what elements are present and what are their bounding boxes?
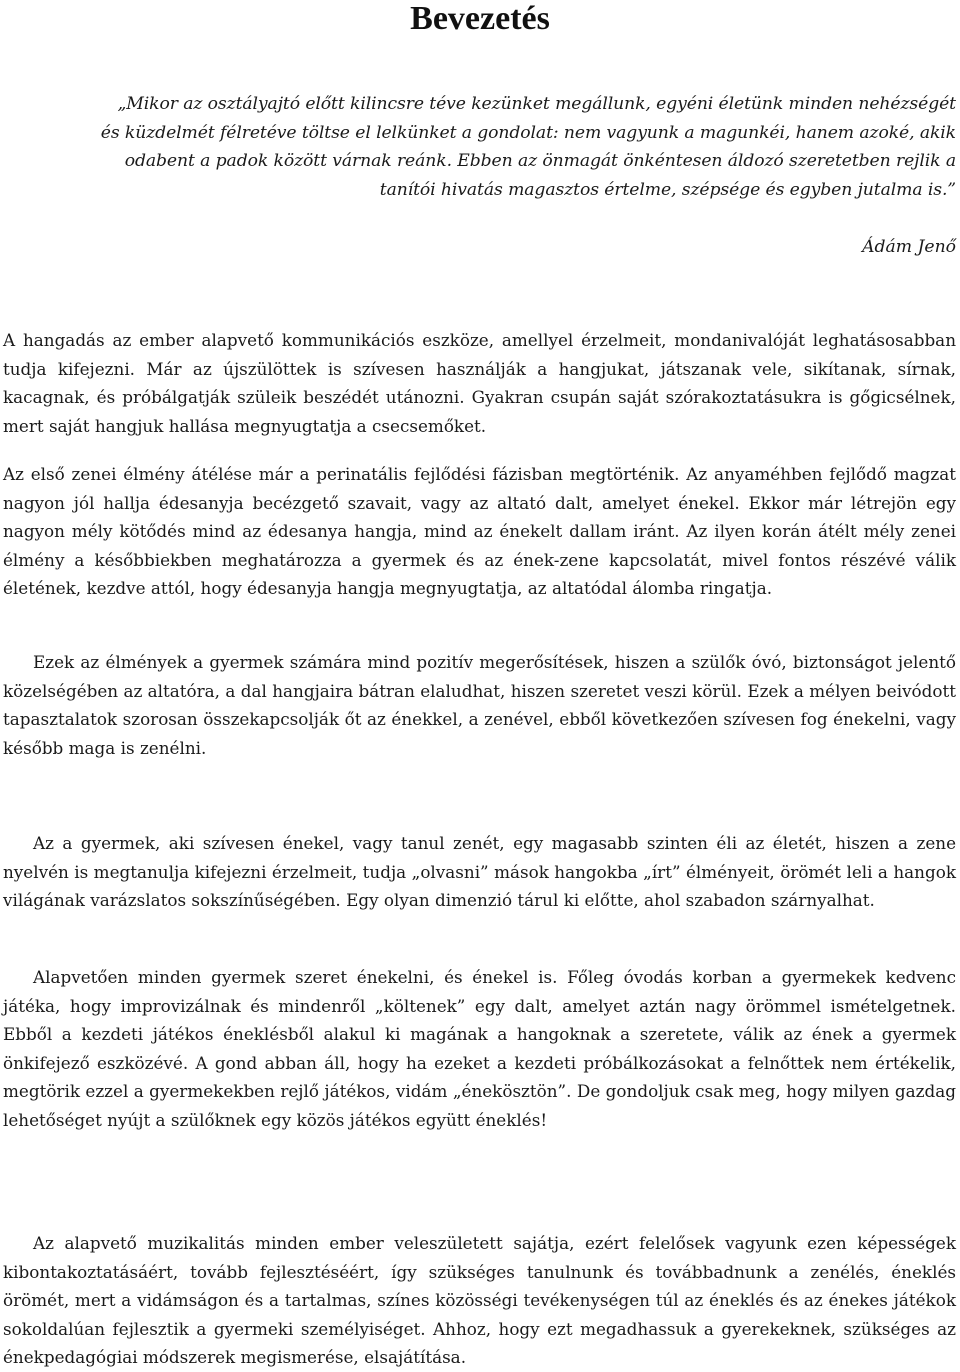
paragraph-5: Alapvetően minden gyermek szeret énekelni, és énekel is. Főleg óvodás korban a gyermekek kedvenc játéka, hogy improvizálnak és mindenről „költenek” egy dalt, amelyet aztán nagy örömmel ismételgetnek. Ebből a kezdeti játékos éneklésből alakul ki magának a hangoknak a szeretete, válik az ének a gyermek önkifejező eszközévé. A gond abban áll, hogy ha ezeket a kezdeti próbálkozásokat a felnőttek nem értékelik, megtörik ezzel a gyermekekben rejlő játékos, vidám „énekösztön”. De gondoljuk csak meg, hogy milyen gazdag lehetőséget nyújt a szülőknek egy közös játékos együtt éneklés!: [3, 967, 956, 1130]
epigraph-quote: [100, 90, 956, 204]
paragraph-2: Az első zenei élmény átélése már a perinatális fejlődési fázisban megtörténik. Az anyaméhben fejlődő magzat nagyon jól hallja édesanyja becézgető szavait, vagy az altató dalt, amelyet énekel. Ekkor már létrejön egy nagyon mély kötődés mind az édesanya hangja, mind az énekelt dallam iránt. Az ilyen korán átélt mély zenei élmény a későbbiekben meghatározza a gyermek és az ének-zene kapcsolatát, mivel fontos részévé válik életének, kezdve attól, hogy édesanyja hangja megnyugtatja, az altatódal álomba ringatja.: [3, 464, 956, 599]
page-title: Bevezetés: [410, 0, 550, 37]
paragraph-6: Az alapvető muzikalitás minden ember veleszületett sajátja, ezért felelősek vagyunk ezen képességek kibontakoztatásáért, tovább fejlesztéséért, így szükséges tanulnunk és továbbadnunk a zenélés, éneklés örömét, mert a vidámságon és a tartalmas, színes közösségi tevékenységen túl az éneklés és az énekes játékok sokoldalúan fejlesztik a gyermeki személyiséget. Ahhoz, hogy ezt megadhassuk a gyerekeknek, szükséges az énekpedagógiai módszerek megismerése, elsajátítása.: [3, 1233, 956, 1368]
paragraph-3: Ezek az élmények a gyermek számára mind pozitív megerősítések, hiszen a szülők óvó, biztonságot jelentő közelségében az altatóra, a dal hangjaira bátran elaludhat, hiszen szeretet veszi körül. Ezek a mélyen beivódott tapasztalatok szorosan összekapcsolják őt az énekkel, a zenével, ebből következően szívesen fog énekelni, vagy később maga is zenélni.: [3, 652, 956, 758]
paragraph-4: Az a gyermek, aki szívesen énekel, vagy tanul zenét, egy magasabb szinten éli az életét, hiszen a zene nyelvén is megtanulja kifejezni érzelmeit, tudja „olvasni” mások hangokba „írt” élményeit, örömét leli a hangok világának varázslatos sokszínűségében. Egy olyan dimenzió tárul ki előtte, ahol szabadon szárnyalhat.: [3, 833, 956, 911]
paragraph-1: A hangadás az ember alapvető kommunikációs eszköze, amellyel érzelmeit, mondanivalóját leghatásosabban tudja kifejezni. Már az újszülöttek is szívesen használják a hangjukat, játszanak vele, sikítanak, sírnak, kacagnak, és próbálgatják szüleik beszédét utánozni. Gyakran csupán saját szórakoztatásukra is gőgicsélnek, mert saját hangjuk hallása megnyugtatja a csecsemőket.: [3, 330, 956, 436]
epigraph-author: Ádám Jenő: [862, 237, 956, 257]
epigraph-text: „Mikor az osztályajtó előtt kilincsre téve kezünket megállunk, egyéni életünk minden nehézségét és küzdelmét félretéve töltse el lelkünket a gondolat: nem vagyunk a magunkéi, hanem azoké, akik odabent a padok között várnak reánk. Ebben az önmagát önkéntesen áldozó szeretetben rejlik a tanítói hivatás magasztos értelme, szépsége és egyben jutalma is.”: [100, 94, 956, 200]
